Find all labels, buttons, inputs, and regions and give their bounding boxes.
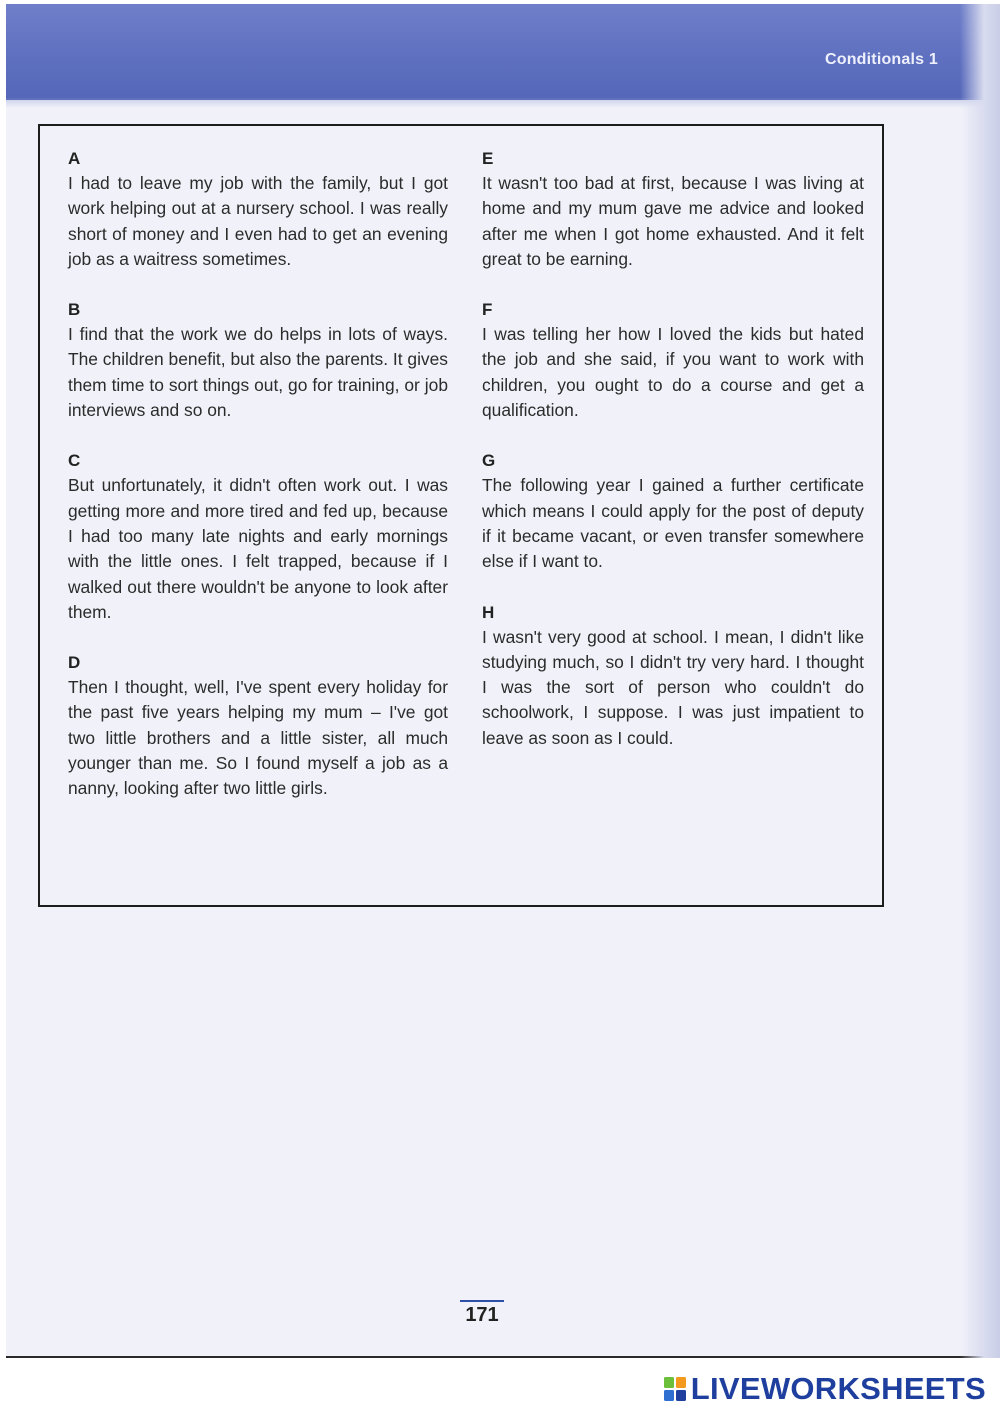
paragraph-text: The following year I gained a further certificate which means I could apply for the post of deputy if it became vacant, or even transfer somewhere else if I want to. (482, 475, 864, 572)
paragraph-letter: B (68, 300, 81, 320)
reading-text-box (38, 124, 884, 907)
header-band (6, 4, 1000, 100)
page-edge-shadow (960, 4, 1000, 1358)
paragraph-b (68, 297, 448, 423)
paragraph-letter: F (482, 300, 493, 320)
paragraph-d (68, 650, 448, 801)
paragraph-text: Then I thought, well, I've spent every holiday for the past five years helping my mum – I've got two little brothers and a little sister, all much younger than me. So I found myself a job as a nanny, looking after two little girls. (68, 677, 448, 799)
paragraph-text: I had to leave my job with the family, but I got work helping out at a nursery school. I was really short of money and I even had to get an evening job as a waitress sometimes. (68, 173, 448, 269)
liveworksheets-logo-icon (663, 1376, 687, 1402)
paragraph-text: I was telling her how I loved the kids but hated the job and she said, if you want to work with children, you ought to do a course and get a qualification. (482, 324, 864, 421)
liveworksheets-watermark (663, 1371, 986, 1407)
paragraph-letter: A (68, 149, 81, 168)
textbook-page (6, 4, 1000, 1358)
page-number-rule (460, 1300, 504, 1302)
liveworksheets-brand-text: LIVEWORKSHEETS (690, 1371, 986, 1406)
page-number: 171 (465, 1304, 499, 1326)
paragraph-e (482, 146, 864, 272)
left-column (68, 146, 448, 827)
paragraph-g (482, 448, 864, 574)
right-column (482, 146, 864, 776)
paragraph-letter: E (482, 149, 494, 168)
paragraph-text: I wasn't very good at school. I mean, I didn't like studying much, so I didn't try very hard. I thought I was the sort of person who couldn't do schoolwork, I suppose. I was just impatient to leave as soon as I could. (482, 626, 864, 748)
paragraph-letter: G (482, 451, 496, 471)
paragraph-h (482, 600, 864, 751)
paragraph-a (68, 146, 448, 272)
paragraph-letter: H (482, 602, 495, 622)
paragraph-letter: C (68, 451, 81, 471)
paragraph-text: It wasn't too bad at first, because I was living at home and my mum gave me advice and looked after me when I got home exhausted. And it felt great to be earning. (482, 173, 864, 269)
paragraph-text: But unfortunately, it didn't often work out. I was getting more and more tired and fed up, because I had too many late nights and early mornings with the little ones. I felt trapped, because if I walked out there wouldn't be anyone to look after them. (68, 475, 448, 622)
paragraph-text: I find that the work we do helps in lots of ways. The children benefit, but also the parents. It gives them time to sort things out, go for training, or job interviews and so on. (68, 324, 448, 421)
paragraph-f (482, 297, 864, 423)
paragraph-c (68, 448, 448, 625)
paragraph-letter: D (68, 653, 81, 673)
section-title: Conditionals 1 (824, 51, 938, 68)
